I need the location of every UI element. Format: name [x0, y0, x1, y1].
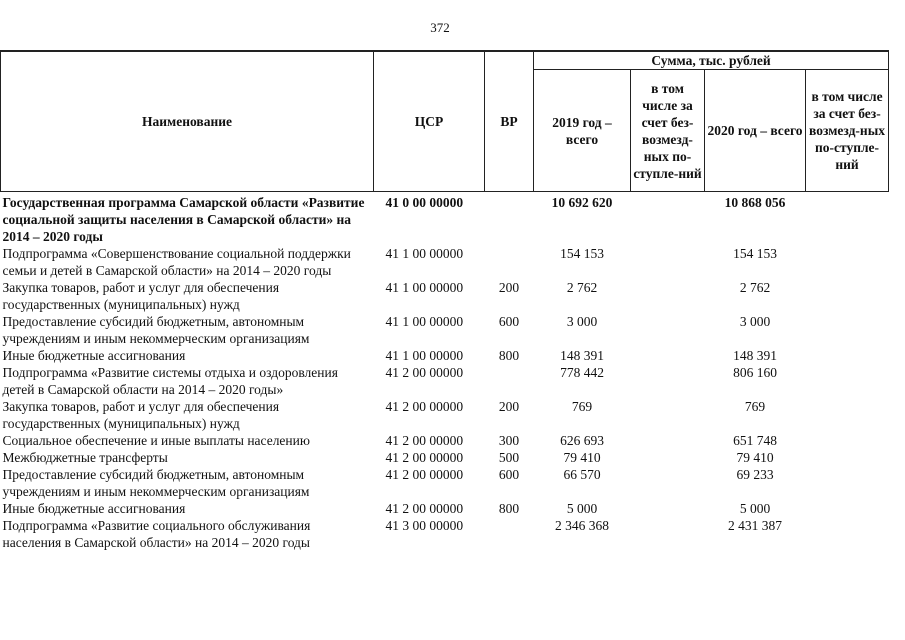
row-csr: 41 2 00 00000 — [385, 467, 464, 482]
row-2020-grants — [806, 245, 889, 279]
row-name: Подпрограмма «Развитие социального обслуживания населения в Самарской области» на 2014 – 2020 годы — [2, 518, 311, 550]
row-2020-grants — [806, 313, 889, 347]
header-2020-grants: в том числе за счет без-возмезд-ных по-ступле-ний — [806, 70, 889, 192]
row-2020-total: 651 748 — [733, 433, 777, 448]
row-2019-grants — [631, 398, 705, 432]
row-2019-grants — [631, 364, 705, 398]
row-csr: 41 2 00 00000 — [385, 433, 464, 448]
header-csr: ЦСР — [374, 51, 485, 192]
row-csr: 41 1 00 00000 — [385, 280, 464, 295]
row-2019-grants — [631, 279, 705, 313]
row-2020-total: 2 762 — [739, 280, 771, 295]
row-vr — [485, 192, 534, 246]
row-2020-total: 69 233 — [736, 467, 774, 482]
table-row — [1, 245, 889, 279]
row-2020-grants — [806, 192, 889, 246]
table-row — [1, 500, 889, 517]
row-name: Предоставление субсидий бюджетным, автономным учреждениям и иным некоммерческим организациям — [2, 314, 310, 346]
row-vr: 200 — [498, 399, 520, 414]
header-2020-total: 2020 год – всего — [705, 70, 806, 192]
row-2020-grants — [806, 517, 889, 551]
row-2019-grants — [631, 347, 705, 364]
row-2019-total: 2 346 368 — [555, 518, 609, 533]
header-2019-grants: в том числе за счет без-возмезд-ных по-ступле-ний — [631, 70, 705, 192]
row-2019-total: 769 — [571, 399, 593, 414]
row-csr: 41 3 00 00000 — [385, 518, 464, 533]
page-number: 372 — [430, 20, 450, 35]
table-row — [1, 517, 889, 551]
budget-table — [0, 50, 889, 551]
row-vr: 800 — [498, 348, 520, 363]
row-name: Закупка товаров, работ и услуг для обеспечения государственных (муниципальных) нужд — [2, 399, 280, 431]
row-name: Предоставление субсидий бюджетным, автономным учреждениям и иным некоммерческим организациям — [2, 467, 310, 499]
table-body — [1, 192, 889, 552]
row-2020-grants — [806, 500, 889, 517]
table-row — [1, 313, 889, 347]
row-2019-total: 778 442 — [560, 365, 604, 380]
row-vr: 200 — [498, 280, 520, 295]
row-2019-total: 626 693 — [560, 433, 604, 448]
row-csr: 41 2 00 00000 — [385, 501, 464, 516]
row-2020-total: 154 153 — [733, 246, 777, 261]
row-2020-grants — [806, 347, 889, 364]
row-name: Межбюджетные трансферты — [2, 450, 168, 465]
row-2020-grants — [806, 398, 889, 432]
row-vr — [485, 517, 534, 551]
row-csr: 41 2 00 00000 — [385, 399, 464, 414]
table-row — [1, 432, 889, 449]
row-2020-total: 769 — [744, 399, 766, 414]
row-vr — [485, 245, 534, 279]
row-2019-total: 2 762 — [566, 280, 598, 295]
header-2019-total: 2019 год – всего — [534, 70, 631, 192]
row-2019-grants — [631, 313, 705, 347]
row-2020-grants — [806, 364, 889, 398]
row-2019-total: 3 000 — [566, 314, 598, 329]
row-csr: 41 1 00 00000 — [385, 348, 464, 363]
row-vr: 600 — [498, 467, 520, 482]
row-2020-grants — [806, 432, 889, 449]
row-2019-total: 154 153 — [560, 246, 604, 261]
table-row — [1, 466, 889, 500]
row-csr: 41 1 00 00000 — [385, 314, 464, 329]
row-2019-total: 79 410 — [563, 450, 601, 465]
row-2019-grants — [631, 449, 705, 466]
row-2020-total: 10 868 056 — [724, 195, 786, 210]
row-2020-total: 3 000 — [739, 314, 771, 329]
row-vr — [485, 364, 534, 398]
row-2020-total: 79 410 — [736, 450, 774, 465]
row-2019-grants — [631, 432, 705, 449]
row-name: Иные бюджетные ассигнования — [2, 501, 186, 516]
row-2019-grants — [631, 192, 705, 246]
row-name: Закупка товаров, работ и услуг для обеспечения государственных (муниципальных) нужд — [2, 280, 280, 312]
row-name: Подпрограмма «Развитие системы отдыха и оздоровления детей в Самарской области на 2014 – 2020 годы» — [2, 365, 338, 397]
row-2019-total: 5 000 — [566, 501, 598, 516]
row-2019-grants — [631, 500, 705, 517]
table-row — [1, 449, 889, 466]
row-2020-grants — [806, 279, 889, 313]
row-2020-total: 5 000 — [739, 501, 771, 516]
table-row — [1, 192, 889, 246]
row-name: Иные бюджетные ассигнования — [2, 348, 186, 363]
row-2019-total: 10 692 620 — [551, 195, 613, 210]
header-sum-group: Сумма, тыс. рублей — [534, 51, 889, 70]
row-2019-grants — [631, 466, 705, 500]
table-row — [1, 398, 889, 432]
row-name: Социальное обеспечение и иные выплаты населению — [2, 433, 310, 448]
table-row — [1, 364, 889, 398]
row-csr: 41 0 00 00000 — [385, 195, 464, 210]
row-vr: 800 — [498, 501, 520, 516]
row-csr: 41 2 00 00000 — [385, 450, 464, 465]
row-2020-total: 148 391 — [733, 348, 777, 363]
row-2019-grants — [631, 517, 705, 551]
table-row — [1, 347, 889, 364]
table-header — [1, 51, 889, 192]
row-vr: 500 — [498, 450, 520, 465]
row-2019-total: 66 570 — [563, 467, 601, 482]
row-2020-grants — [806, 449, 889, 466]
row-2020-total: 2 431 387 — [728, 518, 782, 533]
row-2019-grants — [631, 245, 705, 279]
row-csr: 41 1 00 00000 — [385, 246, 464, 261]
row-vr: 300 — [498, 433, 520, 448]
row-name: Подпрограмма «Совершенствование социальной поддержки семьи и детей в Самарской области» на 2014 – 2020 годы — [2, 246, 351, 278]
row-csr: 41 2 00 00000 — [385, 365, 464, 380]
table-row — [1, 279, 889, 313]
header-vr: ВР — [485, 51, 534, 192]
row-vr: 600 — [498, 314, 520, 329]
header-name: Наименование — [1, 51, 374, 192]
row-2020-grants — [806, 466, 889, 500]
row-2019-total: 148 391 — [560, 348, 604, 363]
row-name: Государственная программа Самарской области «Развитие социальной защиты населения в Самарской области» на 2014 – 2020 годы — [2, 195, 365, 244]
row-2020-total: 806 160 — [733, 365, 777, 380]
